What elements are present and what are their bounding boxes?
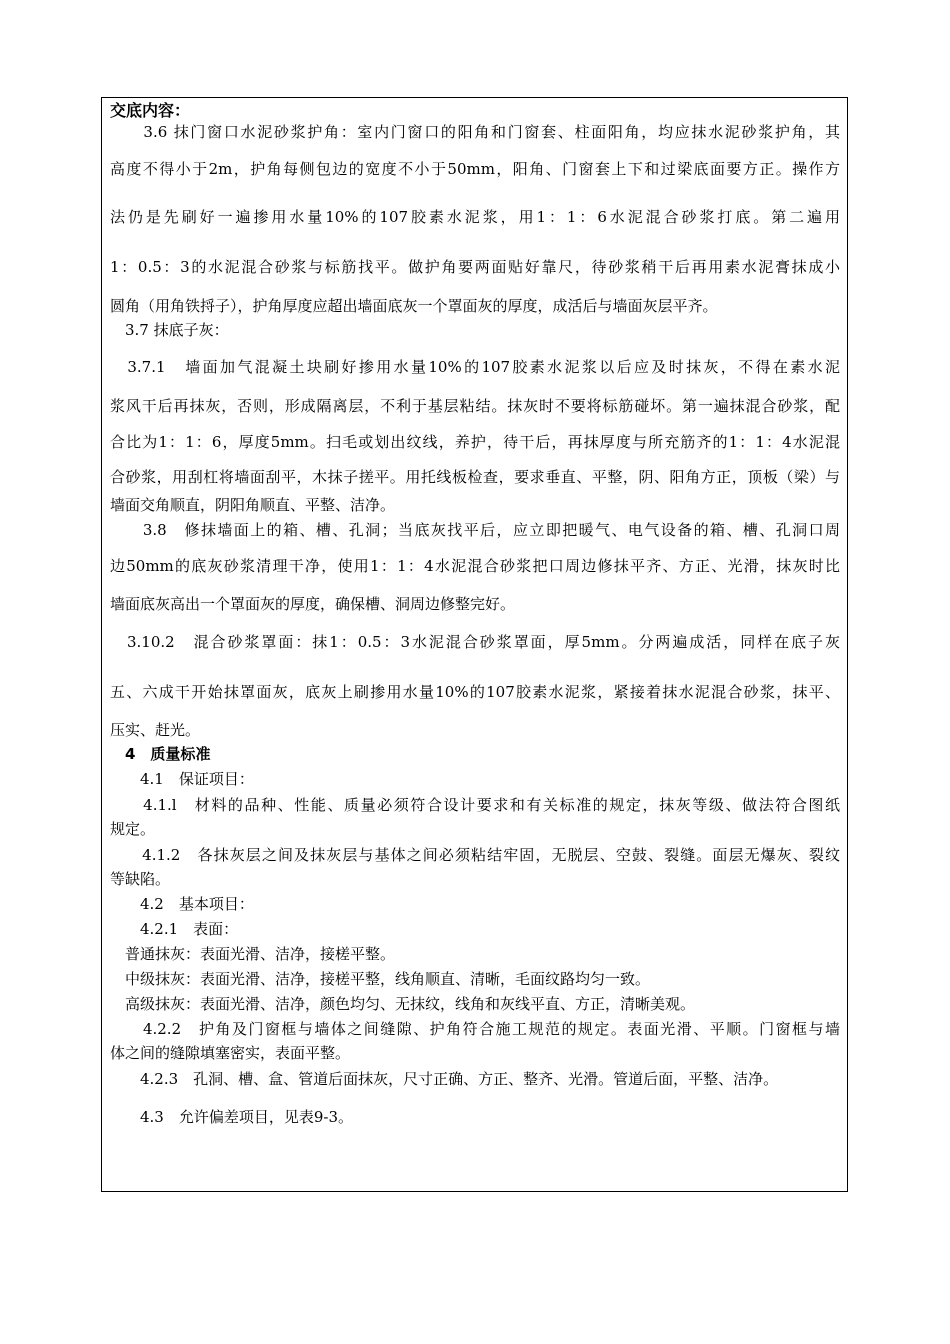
- text-line: 法仍是先刷好一遍掺用水量10%的107胶素水泥浆，用1：1：6水泥混合砂浆打底。第二遍用: [110, 208, 840, 226]
- text-line: 4.2 基本项目：: [110, 895, 254, 913]
- text-line: 压实、赶光。: [110, 721, 201, 739]
- text-line: 边50mm的底灰砂浆清理干净，使用1：1：4水泥混合砂浆把口周边修抹平齐、方正、光滑，抹灰时比: [110, 557, 840, 575]
- text-line: 1：0.5：3的水泥混合砂浆与标筋找平。做护角要两面贴好靠尺，待砂浆稍干后再用素水泥膏抹成小: [110, 258, 840, 276]
- text-line: 3.7.1 墙面加气混凝土块刷好掺用水量10%的107胶素水泥浆以后应及时抹灰，不得在素水泥: [110, 358, 840, 376]
- text-line: 4.2.2 护角及门窗框与墙体之间缝隙、护角符合施工规范的规定。表面光滑、平顺。门窗框与墙: [110, 1020, 840, 1038]
- text-line: 4.1.l 材料的品种、性能、质量必须符合设计要求和有关标准的规定，抹灰等级、做法符合图纸: [110, 796, 840, 814]
- text-line: 浆风干后再抹灰，否则，形成隔离层，不利于基层粘结。抹灰时不要将标筋碰坏。第一遍抹混合砂浆，配: [110, 397, 840, 415]
- text-line: 五、六成干开始抹罩面灰，底灰上刷掺用水量10%的107胶素水泥浆，紧接着抹水泥混合砂浆，抹平、: [110, 683, 840, 701]
- text-line: 中级抹灰：表面光滑、洁净，接槎平整，线角顺直、清晰，毛面纹路均匀一致。: [110, 970, 651, 988]
- text-line: 4.2.1 表面：: [110, 920, 239, 938]
- text-line: 合比为1：1：6，厚度5mm。扫毛或划出纹线，养护，待干后，再抹厚度与所充筋齐的1：1：4水泥混: [110, 433, 840, 451]
- text-line: 墙面交角顺直，阴阳角顺直、平整、洁净。: [110, 496, 396, 514]
- text-line: 3.6 抹门窗口水泥砂浆护角：室内门窗口的阳角和门窗套、柱面阳角，均应抹水泥砂浆护角，其: [110, 123, 840, 141]
- section-heading: 4 质量标准: [110, 745, 211, 763]
- text-line: 普通抹灰：表面光滑、洁净，接槎平整。: [110, 945, 396, 963]
- text-line: 等缺陷。: [110, 870, 171, 888]
- heading: 交底内容：: [110, 101, 191, 120]
- text-line: 合砂浆，用刮杠将墙面刮平，木抹子搓平。用托线板检查，要求垂直、平整，阴、阳角方正，顶板（梁）与: [110, 468, 840, 486]
- text-line: 3.10.2 混合砂浆罩面：抹1：0.5：3水泥混合砂浆罩面，厚5mm。分两遍成活，同样在底子灰: [110, 633, 840, 651]
- text-line: 规定。: [110, 820, 156, 838]
- text-line: 墙面底灰高出一个罩面灰的厚度，确保槽、洞周边修整完好。: [110, 595, 516, 613]
- text-line: 3.8 修抹墙面上的箱、槽、孔洞；当底灰找平后，应立即把暖气、电气设备的箱、槽、孔洞口周: [110, 521, 840, 539]
- text-line: 体之间的缝隙填塞密实，表面平整。: [110, 1044, 351, 1062]
- text-line: 4.2.3 孔洞、槽、盒、管道后面抹灰，尺寸正确、方正、整齐、光滑。管道后面，平整、洁净。: [110, 1070, 779, 1088]
- text-line: 4.3 允许偏差项目，见表9-3。: [110, 1108, 354, 1126]
- text-line: 3.7 抹底子灰：: [110, 321, 229, 339]
- text-line: 圆角（用角铁捋子），护角厚度应超出墙面底灰一个罩面灰的厚度，成活后与墙面灰层平齐。: [110, 297, 718, 315]
- text-line: 高级抹灰：表面光滑、洁净，颜色均匀、无抹纹，线角和灰线平直、方正，清晰美观。: [110, 995, 696, 1013]
- text-line: 4.1 保证项目：: [110, 770, 254, 788]
- text-line: 高度不得小于2m，护角每侧包边的宽度不小于50mm，阳角、门窗套上下和过梁底面要方正。操作方: [110, 160, 840, 178]
- text-line: 4.1.2 各抹灰层之间及抹灰层与基体之间必须粘结牢固，无脱层、空鼓、裂缝。面层无爆灰、裂纹: [110, 846, 840, 864]
